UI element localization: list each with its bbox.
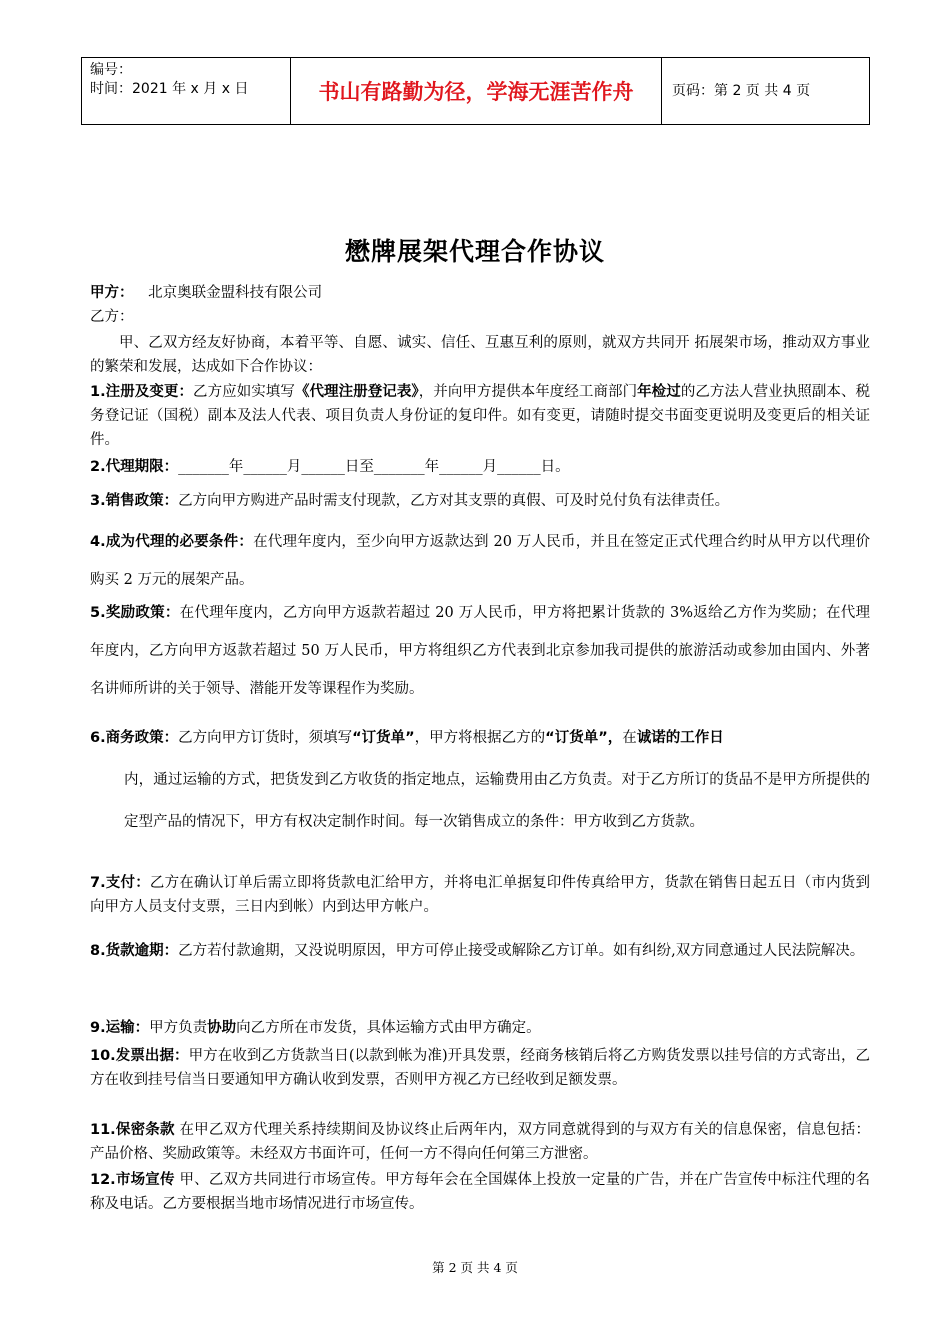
clause-3-label: 3.销售政策： bbox=[90, 493, 179, 509]
party-a-line bbox=[90, 281, 870, 305]
clause-8 bbox=[90, 932, 870, 970]
header-page-info: 页码：第 2 页 共 4 页 bbox=[662, 58, 870, 125]
party-b-label: 乙方： bbox=[90, 309, 134, 325]
clause-3-text: 乙方向甲方购进产品时需支付现款，乙方对其支票的真假、可及时兑付负有法律责任。 bbox=[178, 493, 730, 509]
document-title: 懋牌展架代理合作协议 bbox=[344, 237, 605, 266]
time-label: 时间：2021 年 x 月 x 日 bbox=[90, 81, 249, 97]
clause-6-bold-c: 诚诺的工作日 bbox=[636, 730, 724, 746]
clause-6-label: 6.商务政策： bbox=[90, 730, 179, 746]
clause-7 bbox=[90, 871, 870, 919]
clause-11-text: 在甲乙双方代理关系持续期间及协议终止后两年内，双方同意就得到的与双方有关的信息保密，信息包括：产品价格、奖励政策等。未经双方书面许可，任何一方不得向任何第三方泄密。 bbox=[90, 1122, 870, 1162]
header-motto: 书山有路勤为径，学海无涯苦作舟 bbox=[291, 58, 662, 125]
page-footer: 第 2 页 共 4 页 bbox=[432, 1260, 518, 1275]
clause-6-continuation: 内，通过运输的方式，把货发到乙方收货的指定地点，运输费用由乙方负责。对于乙方所订的货品不是甲方所提供的定型产品的情况下，甲方有权决定制作时间。每一次销售成立的条件：甲方收到乙方货款。 bbox=[124, 772, 870, 830]
clause-11-label: 11.保密条款 bbox=[90, 1122, 175, 1138]
document-header bbox=[81, 57, 870, 125]
clause-10 bbox=[90, 1044, 870, 1092]
clause-6-bold-a: “订货单” bbox=[352, 730, 415, 746]
clause-7-label: 7.支付： bbox=[90, 875, 150, 891]
clause-5-text: 在代理年度内，乙方向甲方返款若超过 20 万人民币，甲方将把累计货款的 3%返给乙方作为奖励；在代理年度内，乙方向甲方返款若超过 50 万人民币，甲方将组织乙方代表到北京参加我司提供的旅游活动或参加由国内、外著名讲师所讲的关于领导、潜能开发等课程作为奖励。 bbox=[90, 605, 870, 697]
clause-9 bbox=[90, 1016, 870, 1040]
clause-8-text: 乙方若付款逾期，又没说明原因，甲方可停止接受或解除乙方订单。如有纠纷,双方同意通过人民法院解决。 bbox=[178, 943, 865, 959]
number-label: 编号： bbox=[90, 62, 132, 78]
clause-9-bold: 协助 bbox=[207, 1020, 237, 1036]
clause-6 bbox=[90, 717, 870, 843]
clause-2 bbox=[90, 455, 870, 479]
clause-6-text-c: 在 bbox=[622, 730, 637, 746]
clause-9-text-b: 向乙方所在市发货，具体运输方式由甲方确定。 bbox=[236, 1020, 541, 1036]
clause-1-text-a: 乙方应如实填写 bbox=[193, 384, 295, 400]
clause-7-text: 乙方在确认订单后需立即将货款电汇给甲方，并将电汇单据复印件传真给甲方，货款在销售日起五日（市内货到向甲方人员支付支票，三日内到帐）内到达甲方帐户。 bbox=[90, 875, 870, 915]
clause-2-text: _______年______月______日至_______年______月______日。 bbox=[178, 459, 570, 475]
clause-6-text-b: ，甲方将根据乙方的 bbox=[414, 730, 546, 746]
clause-12 bbox=[90, 1168, 870, 1216]
clause-9-label: 9.运输： bbox=[90, 1020, 150, 1036]
clause-9-text-a: 甲方负责 bbox=[149, 1020, 208, 1036]
clause-10-text: 甲方在收到乙方货款当日(以款到帐为准)开具发票，经商务核销后将乙方购货发票以挂号信的方式寄出，乙方在收到挂号信当日要通知甲方确认收到发票，否则甲方视乙方已经收到足额发票。 bbox=[90, 1048, 871, 1088]
clause-4-text: 在代理年度内，至少向甲方返款达到 20 万人民币，并且在签定正式代理合约时从甲方以代理价购买 2 万元的展架产品。 bbox=[90, 534, 870, 588]
clause-1-bold-b: 年检过 bbox=[637, 384, 681, 400]
clause-3 bbox=[90, 489, 870, 513]
clause-5-label: 5.奖励政策： bbox=[90, 605, 180, 621]
clause-12-label: 12.市场宣传 bbox=[90, 1172, 175, 1188]
clause-5 bbox=[90, 594, 870, 708]
clause-10-label: 10.发票出据： bbox=[90, 1048, 189, 1064]
clause-11 bbox=[90, 1118, 870, 1166]
clause-4-label: 4.成为代理的必要条件： bbox=[90, 534, 254, 550]
clause-1 bbox=[90, 380, 870, 452]
header-meta bbox=[82, 58, 291, 125]
clause-8-label: 8.货款逾期： bbox=[90, 943, 179, 959]
clause-1-text-c: 的乙方法人营业执照副本、税务登记证（国税）副本及法人代表、项目负责人身份证的复印件。如有变更，请随时提交书面变更说明及变更后的相关证件。 bbox=[90, 384, 871, 448]
clause-12-text: 甲、乙双方共同进行市场宣传。甲方每年会在全国媒体上投放一定量的广告，并在广告宣传中标注代理的名称及电话。乙方要根据当地市场情况进行市场宣传。 bbox=[90, 1172, 870, 1212]
clause-4 bbox=[90, 523, 870, 599]
party-a-label: 甲方： bbox=[90, 285, 134, 301]
intro-paragraph: 甲、乙双方经友好协商，本着平等、自愿、诚实、信任、互惠互利的原则，就双方共同开 拓展架市场，推动双方事业的繁荣和发展，达成如下合作协议： bbox=[90, 335, 870, 375]
clause-6-bold-b: “订货单”， bbox=[545, 730, 623, 746]
clause-1-bold-a: 《代理注册登记表》 bbox=[294, 384, 419, 400]
clause-1-text-b: ，并向甲方提供本年度经工商部门 bbox=[418, 384, 638, 400]
party-a-value: 北京奥联金盟科技有限公司 bbox=[148, 285, 323, 301]
party-b-line bbox=[90, 305, 870, 329]
clause-2-label: 2.代理期限： bbox=[90, 459, 179, 475]
clause-1-label: 1.注册及变更： bbox=[90, 384, 194, 400]
clause-6-text-a: 乙方向甲方订货时，须填写 bbox=[178, 730, 353, 746]
